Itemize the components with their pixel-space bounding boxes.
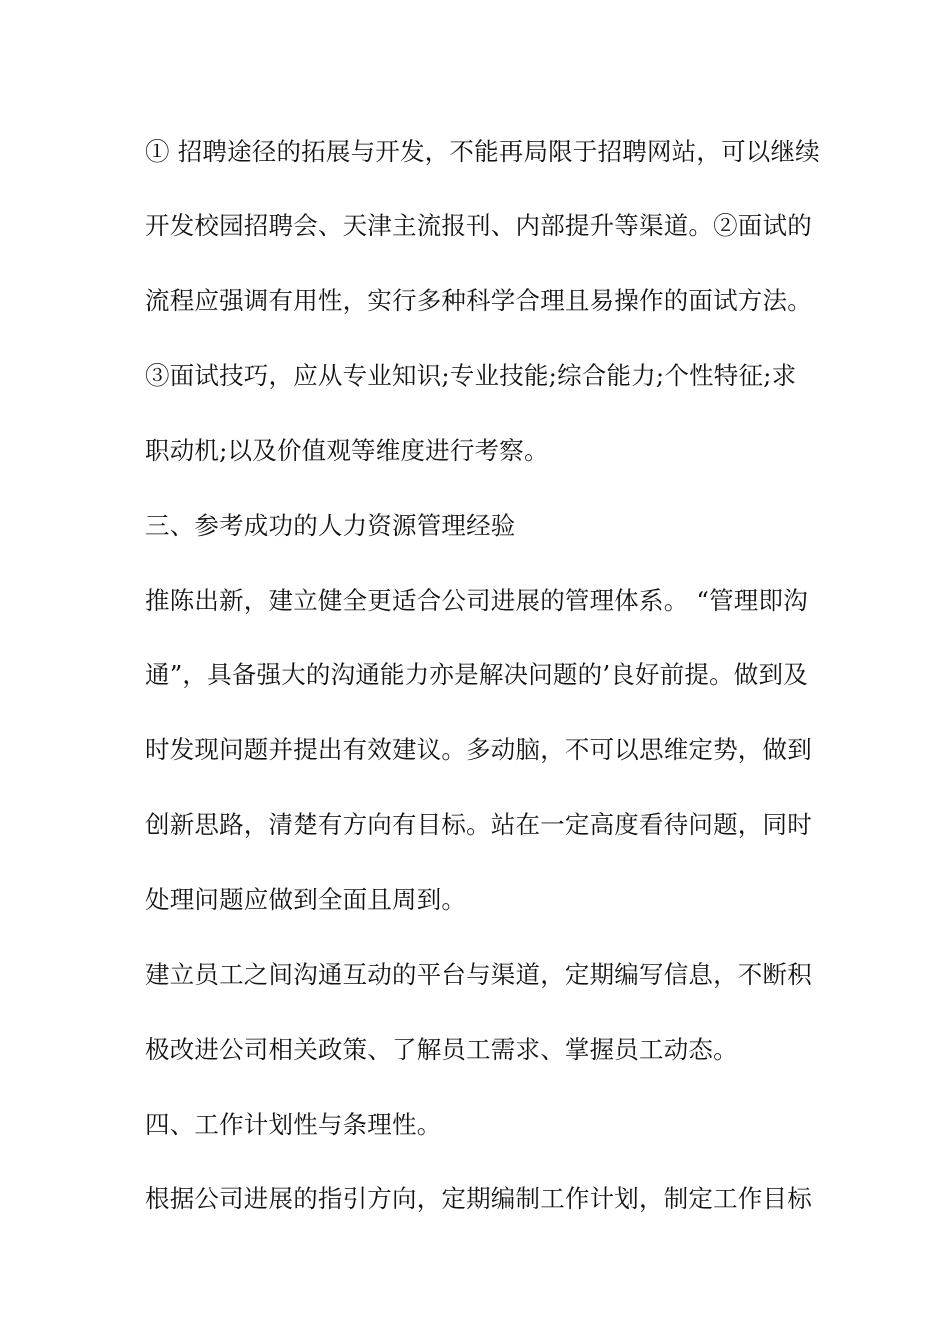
section-heading: 三、参考成功的人力资源管理经验 bbox=[145, 511, 516, 540]
text-line: 流程应强调有用性，实行多种科学合理且易操作的面试方法。 bbox=[145, 286, 812, 315]
text-line: 极改进公司相关政策、了解员工需求、掌握员工动态。 bbox=[145, 1035, 738, 1064]
text-line: ① 招聘途径的拓展与开发，不能再局限于招聘网站，可以继续 bbox=[145, 137, 820, 166]
text-line: ③面试技巧，应从专业知识;专业技能;综合能力;个性特征;求 bbox=[145, 361, 797, 390]
text-line: 建立员工之间沟通互动的平台与渠道，定期编写信息，不断积 bbox=[145, 960, 812, 989]
text-line: 职动机;以及价值观等维度进行考察。 bbox=[145, 436, 549, 465]
text-line: 处理问题应做到全面且周到。 bbox=[145, 885, 467, 914]
text-line: 根据公司进展的指引方向，定期编制工作计划，制定工作目标 bbox=[145, 1184, 812, 1213]
text-line: 通”，具备强大的沟通能力亦是解决问题的’良好前提。做到及 bbox=[145, 660, 808, 689]
text-line: 推陈出新，建立健全更适合公司进展的管理体系。 “管理即沟 bbox=[145, 586, 808, 615]
section-heading: 四、工作计划性与条理性。 bbox=[145, 1110, 442, 1139]
text-line: 开发校园招聘会、天津主流报刊、内部提升等渠道。②面试的 bbox=[145, 211, 812, 240]
text-line: 创新思路，清楚有方向有目标。站在一定高度看待问题，同时 bbox=[145, 810, 812, 839]
text-line: 时发现问题并提出有效建议。多动脑，不可以思维定势，做到 bbox=[145, 735, 812, 764]
